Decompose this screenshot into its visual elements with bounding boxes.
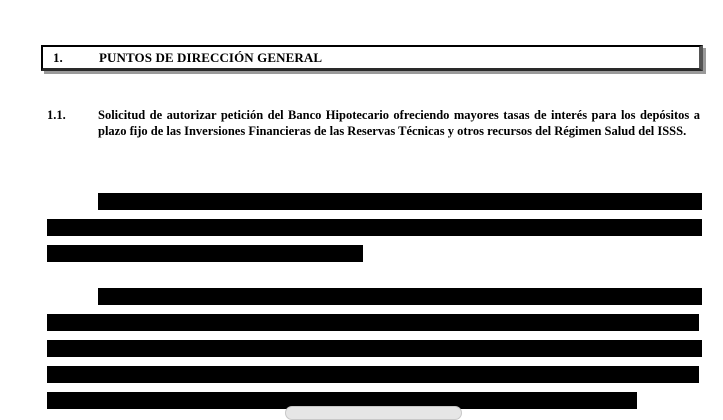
redaction-bar (47, 314, 699, 331)
section-number: 1. (53, 50, 63, 65)
page-scroll-indicator[interactable] (285, 406, 462, 420)
redaction-bar (47, 219, 702, 236)
redaction-bar (47, 366, 699, 383)
section-header (41, 45, 703, 71)
section-title: PUNTOS DE DIRECCIÓN GENERAL (99, 50, 323, 65)
redaction-bar (98, 193, 702, 210)
redaction-bar (98, 288, 702, 305)
redaction-bar (47, 245, 363, 262)
redaction-bar (47, 340, 702, 357)
item-text: Solicitud de autorizar petición del Banco Hipotecario ofreciendo mayores tasas de interés para los depósitos a plazo fijo de las Inversiones Financieras de las Reservas Técnicas y otros recursos del Régimen Salud del ISSS. (98, 108, 700, 138)
item-number: 1.1. (47, 108, 66, 122)
